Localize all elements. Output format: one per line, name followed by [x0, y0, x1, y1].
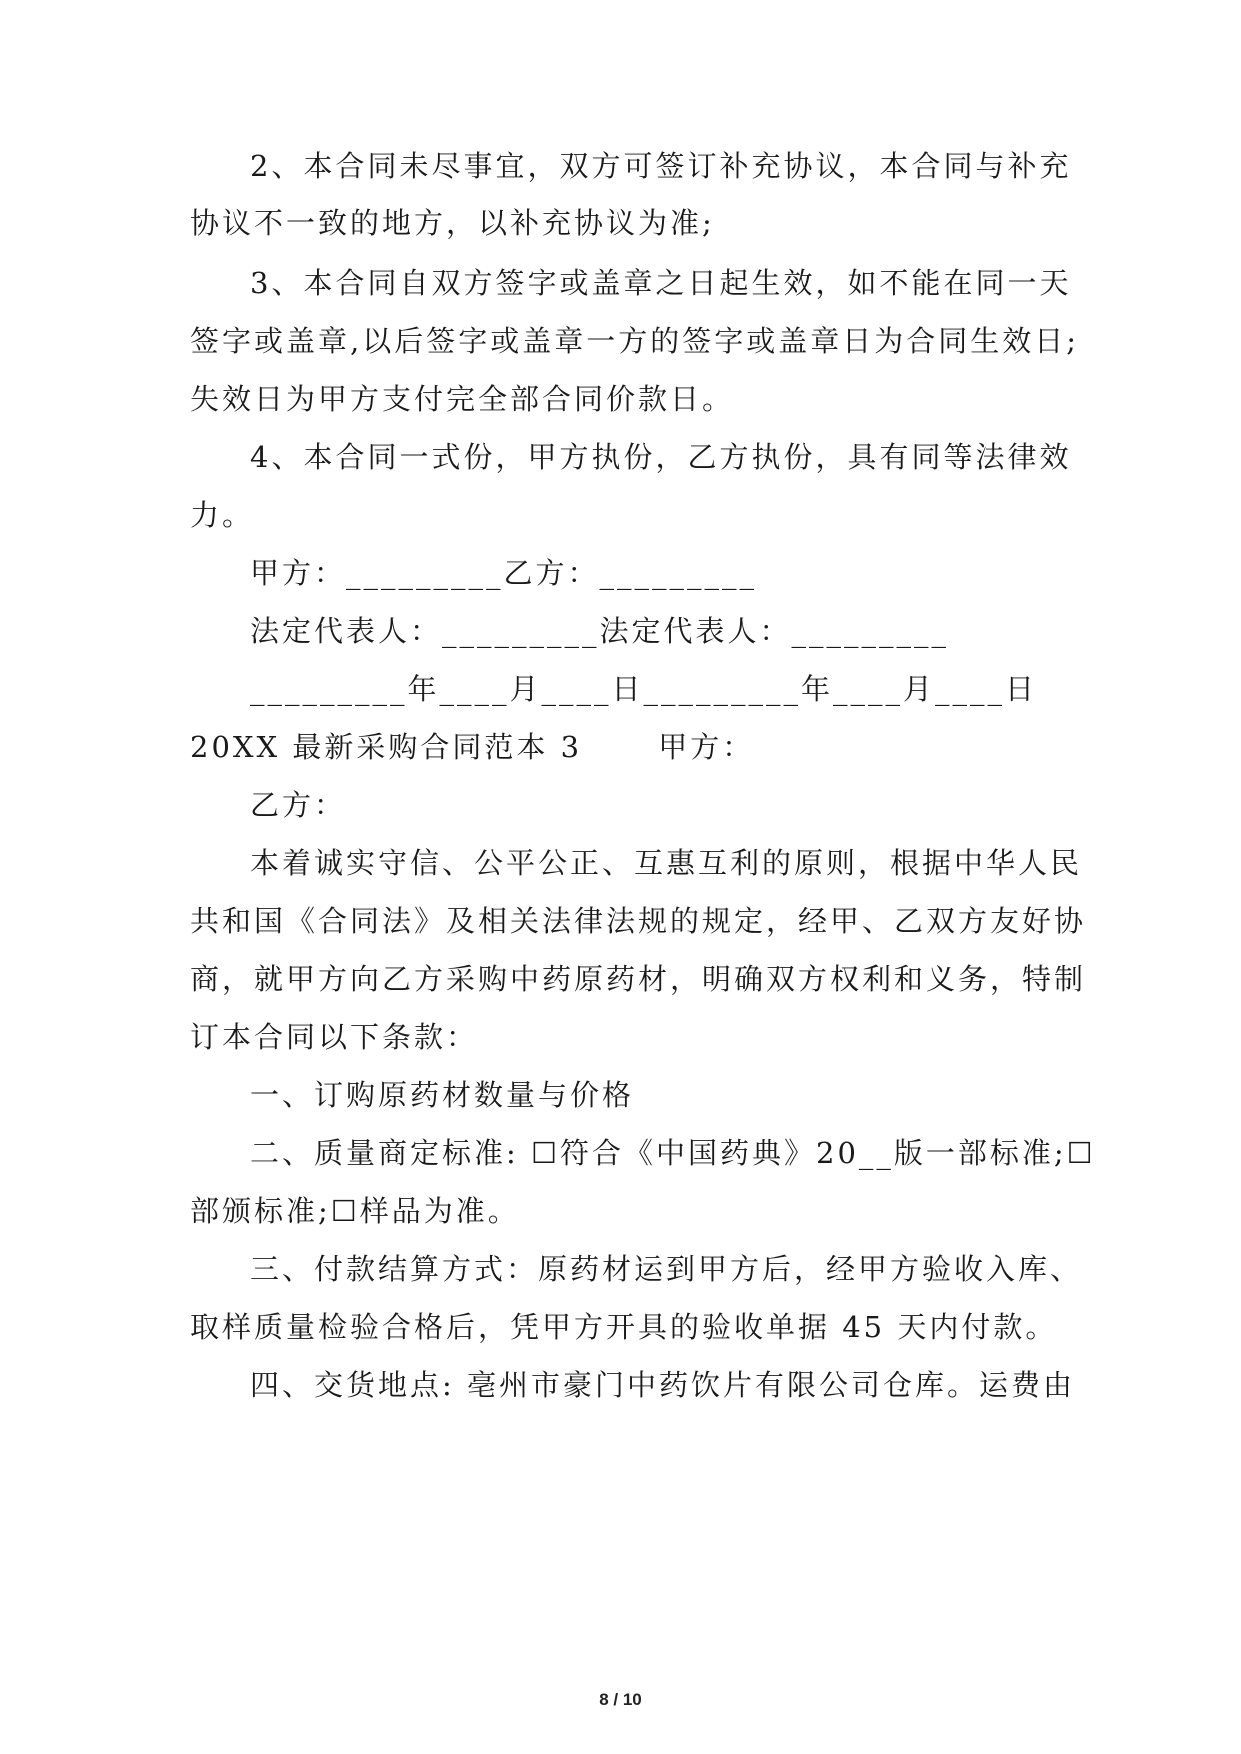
- paragraph-line: 一、订购原药材数量与价格: [250, 1078, 635, 1112]
- paragraph-line: 协议不一致的地方，以补充协议为准;: [190, 206, 715, 240]
- signature-line-parties: 甲方：_________乙方：_________: [250, 556, 758, 590]
- signature-line-representatives: 法定代表人：_________法定代表人：_________: [250, 614, 950, 648]
- paragraph-line: 商，就甲方向乙方采购中药原药材，明确双方权利和义务，特制: [190, 962, 1087, 996]
- paragraph-line: 取样质量检验合格后，凭甲方开具的验收单据 45 天内付款。: [190, 1310, 1058, 1344]
- paragraph-line: 三、付款结算方式：原药材运到甲方后，经甲方验收入库、: [250, 1252, 1083, 1286]
- paragraph-line: 失效日为甲方支付完全部合同价款日。: [190, 382, 735, 416]
- signature-line-dates: _________年____月____日_________年____月____日: [250, 672, 1038, 706]
- paragraph-line: 四、交货地点: 亳州市豪门中药饮片有限公司仓库。运费由: [250, 1368, 1075, 1402]
- paragraph-line: 本着诚实守信、公平公正、互惠互利的原则，根据中华人民: [250, 846, 1083, 880]
- paragraph-line: 部颁标准;☐样品为准。: [190, 1194, 520, 1228]
- paragraph-line: 乙方：: [250, 788, 347, 822]
- paragraph-line: 共和国《合同法》及相关法律法规的规定，经甲、乙双方友好协: [190, 904, 1087, 938]
- paragraph-line: 二、质量商定标准: ☐符合《中国药典》20__版一部标准;☐: [250, 1136, 1096, 1170]
- section-heading: 20XX 最新采购合同范本 3 甲方：: [190, 730, 755, 764]
- paragraph-line: 力。: [190, 498, 255, 532]
- paragraph-line: 订本合同以下条款：: [190, 1020, 479, 1054]
- paragraph-line: 4、本合同一式份，甲方执份，乙方执份，具有同等法律效: [250, 440, 1072, 474]
- paragraph-line: 签字或盖章,以后签字或盖章一方的签字或盖章日为合同生效日;: [190, 324, 1079, 358]
- paragraph-line: 2、本合同未尽事宜，双方可签订补充协议，本合同与补充: [250, 149, 1072, 183]
- page-number: 8 / 10: [599, 1690, 642, 1709]
- paragraph-line: 3、本合同自双方签字或盖章之日起生效，如不能在同一天: [250, 266, 1072, 300]
